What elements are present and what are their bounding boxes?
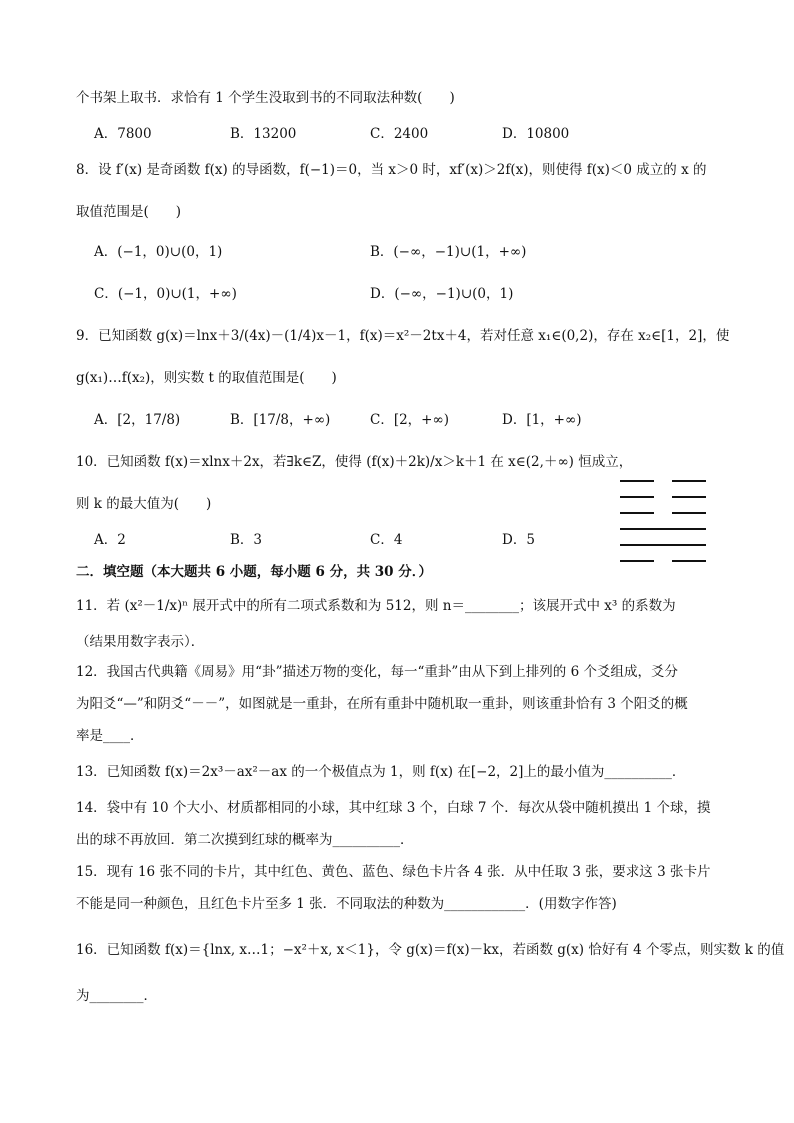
q10-option-c: C．4 bbox=[370, 532, 403, 548]
q11-stem-line1: 11．若 (x²－1/x)ⁿ 展开式中的所有二项式系数和为 512，则 n＝________；该展开式中 x³ 的系数为 bbox=[76, 598, 676, 614]
hexagram-yang-line bbox=[620, 528, 706, 530]
q9-stem-line1: 9．已知函数 g(x)＝lnx＋3/(4x)－(1/4)x－1，f(x)＝x²－2tx＋4，若对任意 x₁∈(0,2)，存在 x₂∈[1，2]，使 bbox=[76, 328, 730, 344]
q8-stem-line2: 取值范围是( ) bbox=[76, 204, 182, 220]
section-heading: 二．填空题（本大题共 6 小题，每小题 6 分，共 30 分．） bbox=[76, 564, 433, 580]
q12-stem-line2: 为阳爻“—”和阴爻“－－”，如图就是一重卦，在所有重卦中随机取一重卦，则该重卦恰有 3 个阳爻的概 bbox=[76, 696, 688, 712]
q9-option-c: C．[2，+∞) bbox=[370, 412, 450, 428]
q7-option-b: B．13200 bbox=[230, 126, 297, 142]
hexagram-yin-segment bbox=[672, 512, 706, 514]
q10-option-a: A．2 bbox=[94, 532, 126, 548]
q7-option-d: D．10800 bbox=[502, 126, 570, 142]
q15-stem-line2: 不能是同一种颜色，且红色卡片至多 1 张．不同取法的种数为____________．(用数字作答) bbox=[76, 896, 617, 912]
q8-option-b: B．(−∞，−1)∪(1，+∞) bbox=[370, 244, 527, 260]
q10-option-b: B．3 bbox=[230, 532, 263, 548]
q8-stem-line1: 8．设 f′(x) 是奇函数 f(x) 的导函数，f(−1)＝0，当 x＞0 时，xf′(x)＞2f(x)，则使得 f(x)＜0 成立的 x 的 bbox=[76, 162, 707, 178]
hexagram-yin-segment bbox=[620, 496, 654, 498]
hexagram-yin-segment bbox=[672, 480, 706, 482]
q9-option-a: A．[2，17/8) bbox=[94, 412, 181, 428]
q8-option-a: A．(−1，0)∪(0，1) bbox=[94, 244, 223, 260]
hexagram-yin-segment bbox=[672, 496, 706, 498]
hexagram-yin-segment bbox=[620, 512, 654, 514]
q9-stem-line2: g(x₁)…f(x₂)，则实数 t 的取值范围是( ) bbox=[76, 370, 337, 386]
hexagram-figure bbox=[620, 476, 708, 566]
q10-stem-line1: 10．已知函数 f(x)＝xlnx＋2x，若∃k∈Z，使得 (f(x)＋2k)/x＞k＋1 在 x∈(2,＋∞) 恒成立， bbox=[76, 454, 633, 470]
q11-stem-line2: （结果用数字表示）． bbox=[76, 634, 205, 650]
q16-stem-line2: 为________． bbox=[76, 988, 157, 1004]
q9-option-b: B．[17/8，+∞) bbox=[230, 412, 331, 428]
q7-option-c: C．2400 bbox=[370, 126, 429, 142]
q8-option-d: D．(−∞，−1)∪(0，1) bbox=[370, 286, 514, 302]
q13-stem: 13．已知函数 f(x)＝2x³－ax²－ax 的一个极值点为 1，则 f(x) 在[−2，2]上的最小值为__________． bbox=[76, 764, 686, 780]
q15-stem-line1: 15．现有 16 张不同的卡片，其中红色、黄色、蓝色、绿色卡片各 4 张．从中任取 3 张，要求这 3 张卡片 bbox=[76, 864, 711, 880]
q14-stem-line1: 14．袋中有 10 个大小、材质都相同的小球，其中红球 3 个，白球 7 个．每次从袋中随机摸出 1 个球，摸 bbox=[76, 800, 711, 816]
q12-stem-line3: 率是____． bbox=[76, 728, 144, 744]
q12-stem-line1: 12．我国古代典籍《周易》用“卦”描述万物的变化，每一“重卦”由从下到上排列的 6 个爻组成，爻分 bbox=[76, 664, 678, 680]
q8-option-c: C．(−1，0)∪(1，+∞) bbox=[94, 286, 237, 302]
q7-stem-tail: 个书架上取书．求恰有 1 个学生没取到书的不同取法种数( ) bbox=[76, 90, 455, 106]
q10-stem-line2: 则 k 的最大值为( ) bbox=[76, 496, 212, 512]
q7-option-a: A．7800 bbox=[94, 126, 152, 142]
q16-stem-line1: 16．已知函数 f(x)＝{lnx, x…1；−x²＋x, x＜1}，令 g(x)＝f(x)－kx，若函数 g(x) 恰好有 4 个零点，则实数 k 的值 bbox=[76, 942, 785, 958]
q14-stem-line2: 出的球不再放回．第二次摸到红球的概率为__________． bbox=[76, 832, 414, 848]
hexagram-yang-line bbox=[620, 544, 706, 546]
hexagram-yin-segment bbox=[620, 480, 654, 482]
q10-option-d: D．5 bbox=[502, 532, 535, 548]
q9-option-d: D．[1，+∞) bbox=[502, 412, 582, 428]
